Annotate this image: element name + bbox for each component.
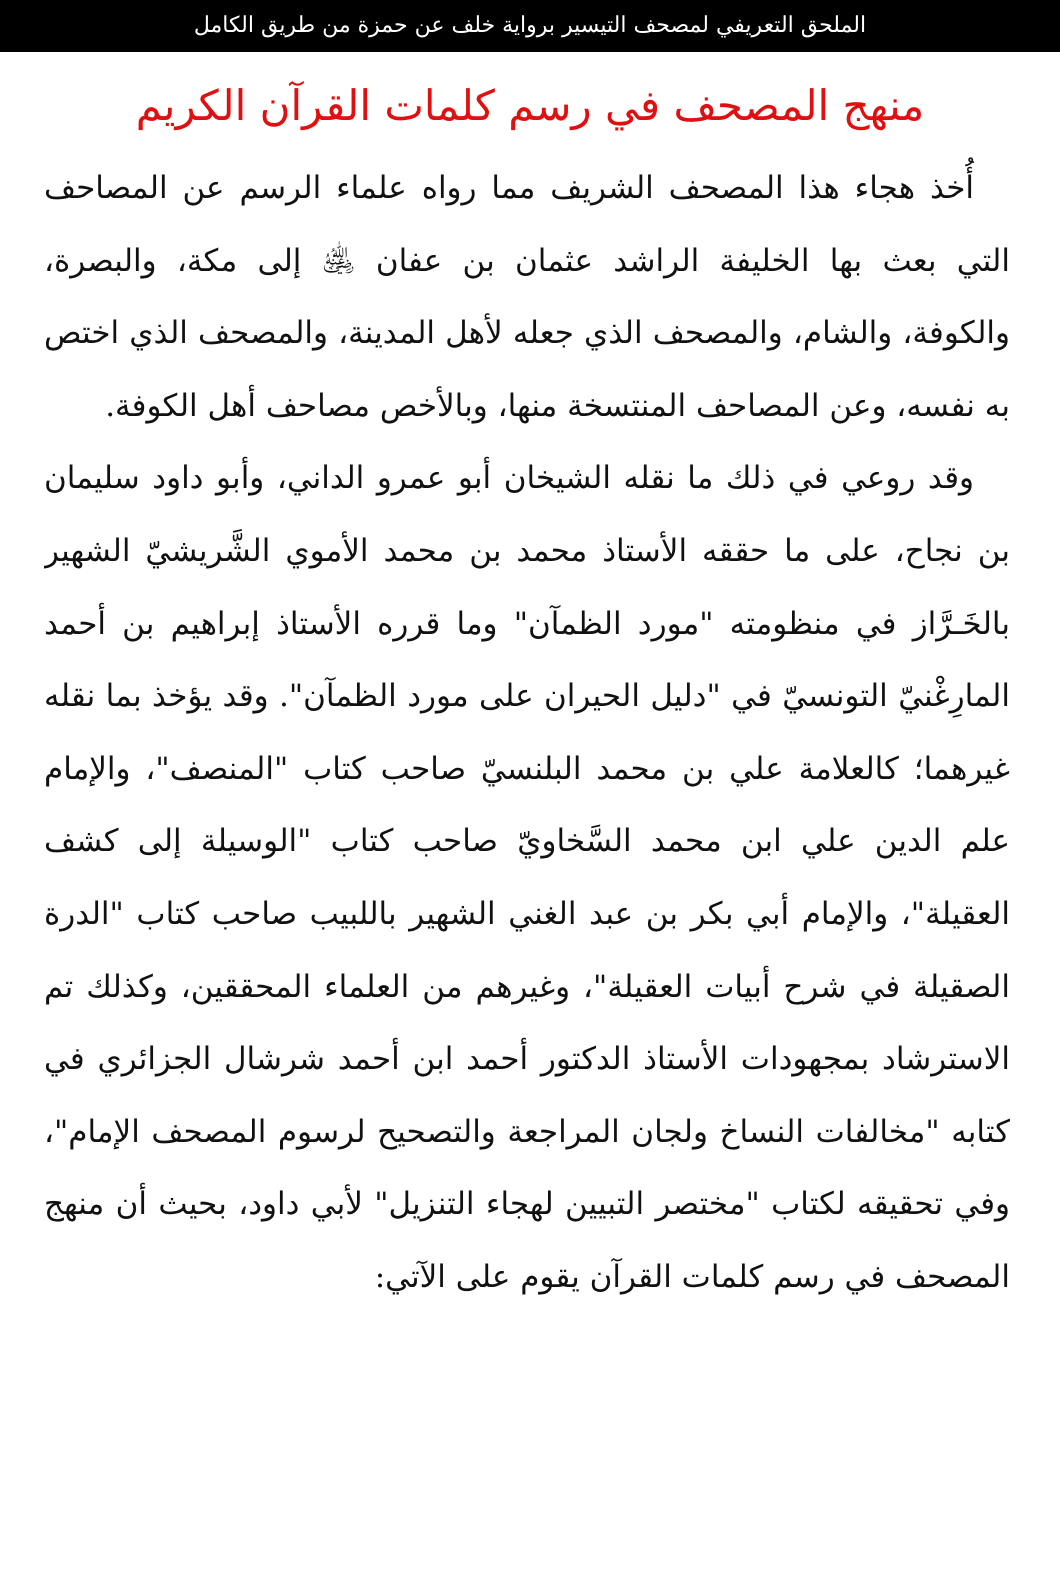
- paragraph-1: أُخذ هجاء هذا المصحف الشريف مما رواه علماء الرسم عن المصاحف التي بعث بها الخليفة الراشد عثمان بن عفان ﵁ إلى مكة، والبصرة، والكوفة، والشام، والمصحف الذي جعله لأهل المدينة، والمصحف الذي اختص به نفسه، وعن المصاحف المنتسخة منها، وبالأخص مصاحف أهل الكوفة.: [44, 170, 1010, 424]
- section-title: منهج المصحف في رسم كلمات القرآن الكريم: [135, 81, 925, 130]
- paragraph-2: وقد روعي في ذلك ما نقله الشيخان أبو عمرو الداني، وأبو داود سليمان بن نجاح، على ما حققه الأستاذ محمد بن محمد الأموي الشَّريشيّ الشهير بالخَـرَّاز في منظومته "مورد الظمآن" وما قرره الأستاذ إبراهيم بن أحمد المارِغْنيّ التونسيّ في "دليل الحيران على مورد الظمآن". وقد يؤخذ بما نقله غيرهما؛ كالعلامة علي بن محمد البلنسيّ صاحب كتاب "المنصف"، والإمام علم الدين علي ابن محمد السَّخاويّ صاحب كتاب "الوسيلة إلى كشف العقيلة"، والإمام أبي بكر بن عبد الغني الشهير باللبيب صاحب كتاب "الدرة الصقيلة في شرح أبيات العقيلة"، وغيرهم من العلماء المحققين، وكذلك تم الاسترشاد بمجهودات الأستاذ الدكتور أحمد ابن أحمد شرشال الجزائري في كتابه "مخالفات النساخ ولجان المراجعة والتصحيح لرسوم المصحف الإمام"، وفي تحقيقه لكتاب "مختصر التبيين لهجاء التنزيل" لأبي داود، بحيث أن منهج المصحف في رسم كلمات القرآن يقوم على الآتي:: [44, 460, 1010, 1295]
- running-header: [0, 0, 1060, 52]
- body-text: [44, 152, 1010, 1572]
- running-header-text: الملحق التعريفي لمصحف التيسير برواية خلف عن حمزة من طريق الكامل: [193, 13, 867, 38]
